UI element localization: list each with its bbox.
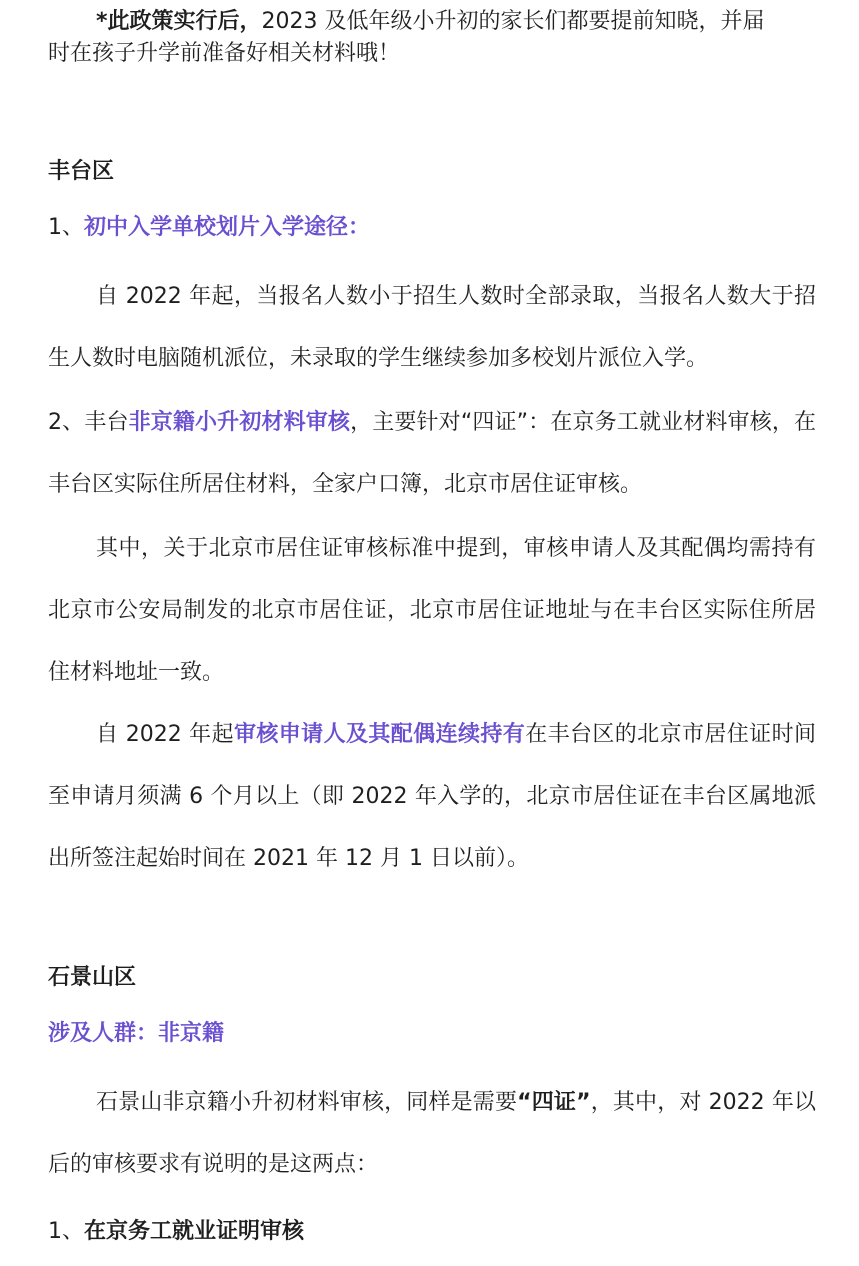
intro-text: 2023 及低年级小升初的家长们都要提前知晓，并届 — [261, 9, 765, 34]
shijingshan-item1-title: 在京务工就业证明审核 — [84, 1219, 305, 1244]
fengtai-item2 — [48, 392, 816, 516]
fengtai-item1-title: 初中入学单校划片入学途径： — [84, 215, 371, 240]
shijingshan-p1-rest: ，其中，对 2022 年以后的审核要求有说明的是这两点： — [48, 1090, 816, 1177]
section-heading-fengtai: 丰台区 — [48, 159, 115, 184]
fengtai-p3-highlight: 审核申请人及其配偶连续持有 — [233, 722, 526, 747]
shijingshan-sub-text: 涉及人群：非京籍 — [48, 1021, 225, 1046]
intro-line2: 时在孩子升学前准备好相关材料哦！ — [48, 41, 401, 66]
intro-paragraph — [48, 6, 816, 70]
shijingshan-paragraph-1 — [48, 1072, 816, 1196]
fengtai-p3-prefix: 自 2022 年起 — [96, 722, 234, 747]
shijingshan-item1-number: 1、 — [48, 1219, 84, 1244]
shijingshan-item1 — [48, 1216, 816, 1247]
fengtai-paragraph-2: 其中，关于北京市居住证审核标准中提到，审核申请人及其配偶均需持有北京市公安局制发的北京市居住证，北京市居住证地址与在丰台区实际住所居住材料地址一致。 — [48, 536, 816, 685]
shijingshan-sub — [48, 1018, 816, 1049]
fengtai-item2-rest: ，主要针对“四证”：在京务工就业材料审核，在丰台区实际住所居住材料，全家户口簿，北京市居住证审核。 — [48, 410, 816, 497]
shijingshan-p1-bold: “四证” — [517, 1090, 591, 1115]
fengtai-paragraph-1: 自 2022 年起，当报名人数小于招生人数时全部录取，当报名人数大于招生人数时电脑随机派位，未录取的学生继续参加多校划片派位入学。 — [48, 284, 816, 371]
fengtai-p3-rest: 在丰台区的北京市居住证时间至申请月须满 6 个月以上（即 2022 年入学的，北京市居住证在丰台区属地派出所签注起始时间在 2021 年 12 月 1 日以前）。 — [48, 722, 816, 871]
fengtai-paragraph-3 — [48, 704, 816, 890]
section-heading-shijingshan: 石景山区 — [48, 965, 137, 990]
shijingshan-p1-prefix: 石景山非京籍小升初材料审核，同样是需要 — [96, 1090, 518, 1115]
fengtai-item1-number: 1、 — [48, 215, 84, 240]
fengtai-item1 — [48, 212, 816, 243]
intro-bold: *此政策实行后， — [96, 9, 262, 34]
fengtai-item2-prefix: 2、丰台 — [48, 410, 129, 435]
fengtai-item2-highlight: 非京籍小升初材料审核 — [128, 410, 351, 435]
